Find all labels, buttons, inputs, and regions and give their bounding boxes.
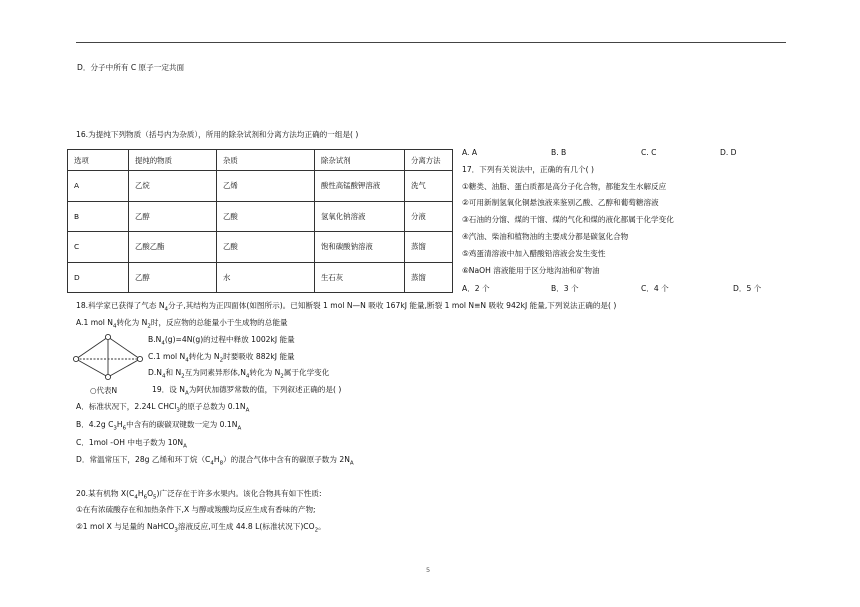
table-cell: 乙酸 bbox=[217, 232, 315, 263]
header-cell: 除杂试剂 bbox=[315, 150, 405, 171]
table-cell: 乙酸 bbox=[217, 201, 315, 232]
table-cell: 洗气 bbox=[405, 171, 453, 202]
table-row bbox=[68, 171, 453, 202]
q16-option-c: C. C bbox=[641, 148, 657, 157]
header-rule bbox=[76, 42, 786, 43]
table-cell: 水 bbox=[217, 262, 315, 293]
table-cell: 乙醇 bbox=[129, 201, 217, 232]
header-cell: 提纯的物质 bbox=[129, 150, 217, 171]
q16-option-a: A. A bbox=[462, 148, 478, 157]
table-header-row bbox=[68, 150, 453, 171]
table-cell: D bbox=[68, 262, 129, 293]
q18-option-a: A.1 mol $N_4$转化为 $N_2$时，反应物的总能量小于生成物的总能量 bbox=[76, 318, 288, 330]
table-row bbox=[68, 262, 453, 293]
table-cell: 乙醇 bbox=[129, 262, 217, 293]
n4-tetrahedron-figure bbox=[72, 331, 144, 401]
q17-item: ⑥NaOH 溶液能用于区分地沟油和矿物油 bbox=[462, 266, 600, 275]
table-cell: 酸性高锰酸钾溶液 bbox=[315, 171, 405, 202]
q17-option-d: D．5 个 bbox=[733, 284, 762, 293]
q17-item: ③石油的分馏、煤的干馏、煤的气化和煤的液化都属于化学变化 bbox=[462, 215, 674, 224]
table-cell: 生石灰 bbox=[315, 262, 405, 293]
q18-option-d: $D.N_4$和 $N_2$互为同素异形体$,N_4$转化为 $N_2$属于化学变化 bbox=[148, 368, 330, 380]
page-number: 5 bbox=[426, 566, 431, 574]
table-row bbox=[68, 201, 453, 232]
q17-option-b: B．3 个 bbox=[551, 284, 579, 293]
table-cell: 蒸馏 bbox=[405, 262, 453, 293]
q16-stem: 16.为提纯下列物质（括号内为杂质），所用的除杂试剂和分离方法均正确的一组是( ) bbox=[76, 130, 359, 139]
q20-item-2: ②1 mol X 与足量的 NaHCO$_3$溶液反应,可生成 44.8 L(标准状况下)$CO_2$。 bbox=[76, 522, 326, 534]
q19-option-a: A．标准状况下，2.24L CHCl$_3$的原子总数为 $0.1N_A$ bbox=[76, 402, 250, 414]
table-cell: 饱和碳酸钠溶液 bbox=[315, 232, 405, 263]
q16-option-d: D. D bbox=[720, 148, 737, 157]
header-cell: 杂质 bbox=[217, 150, 315, 171]
table-cell: C bbox=[68, 232, 129, 263]
q17-option-c: C．4 个 bbox=[641, 284, 669, 293]
table-row bbox=[68, 232, 453, 263]
prev-question-option-d: D．分子中所有 C 原子一定共面 bbox=[77, 63, 185, 72]
q18-stem: 18.科学家已获得了气态 $N_4$分子,其结构为正四面体(如图所示)。已知断裂 1 mol N—N 吸收 167kJ 能量,断裂 1 mol N≡N 吸收 942kJ 能量,下列说法正确的是( ) bbox=[76, 301, 617, 313]
table-cell: 乙烯 bbox=[217, 171, 315, 202]
q17-item: ①糖类、油脂、蛋白质都是高分子化合物，都能发生水解反应 bbox=[462, 182, 667, 191]
table-cell: B bbox=[68, 201, 129, 232]
q20-item-1: ①在有浓硫酸存在和加热条件下,X 与醇或羧酸均反应生成有香味的产物; bbox=[76, 505, 316, 514]
q19-stem: 19．设 $N_A$为阿伏加德罗常数的值，下列叙述正确的是( ) bbox=[152, 385, 342, 397]
table-cell: 乙烷 bbox=[129, 171, 217, 202]
q18-option-b: $B.N_4(g)=4N(g)$的过程中释放 1002kJ 能量 bbox=[148, 335, 295, 347]
table-cell: 氢氧化钠溶液 bbox=[315, 201, 405, 232]
table-cell: 分液 bbox=[405, 201, 453, 232]
q19-option-d: D．常温常压下，28g 乙烯和环丁烷$(C_4H_8)$的混合气体中含有的碳原子数为 $2N_A$ bbox=[76, 455, 354, 467]
q18-option-c: C.1 mol $N_4$转化为 $N_2$时要吸收 882kJ 能量 bbox=[148, 352, 295, 364]
q19-option-c: C．1mol -OH 中电子数为 $10N_A$ bbox=[76, 438, 187, 450]
table-cell: 蒸馏 bbox=[405, 232, 453, 263]
figure-legend: ○代表N bbox=[90, 386, 118, 395]
header-cell: 选项 bbox=[68, 150, 129, 171]
q16-table bbox=[67, 149, 453, 293]
q17-item: ②可用新制氢氧化铜悬浊液来鉴别乙酸、乙醇和葡萄糖溶液 bbox=[462, 198, 659, 207]
q17-stem: 17．下列有关说法中，正确的有几个( ) bbox=[462, 165, 594, 174]
table-cell: A bbox=[68, 171, 129, 202]
table-cell: 乙酸乙酯 bbox=[129, 232, 217, 263]
q17-option-a: A．2 个 bbox=[462, 284, 490, 293]
q20-stem: 20.某有机物 $X(C_4H_6O_5)$广泛存在于许多水果内。该化合物具有如下性质: bbox=[76, 489, 322, 501]
q17-item: ④汽油、柴油和植物油的主要成分都是碳氢化合物 bbox=[462, 232, 629, 241]
q19-option-b: B．4.2g $C_3H_6$中含有的碳碳双键数一定为 $0.1N_A$ bbox=[76, 420, 242, 432]
q17-item: ⑤鸡蛋清溶液中加入醋酸铅溶液会发生变性 bbox=[462, 249, 606, 258]
q16-option-b: B. B bbox=[551, 148, 567, 157]
header-cell: 分离方法 bbox=[405, 150, 453, 171]
